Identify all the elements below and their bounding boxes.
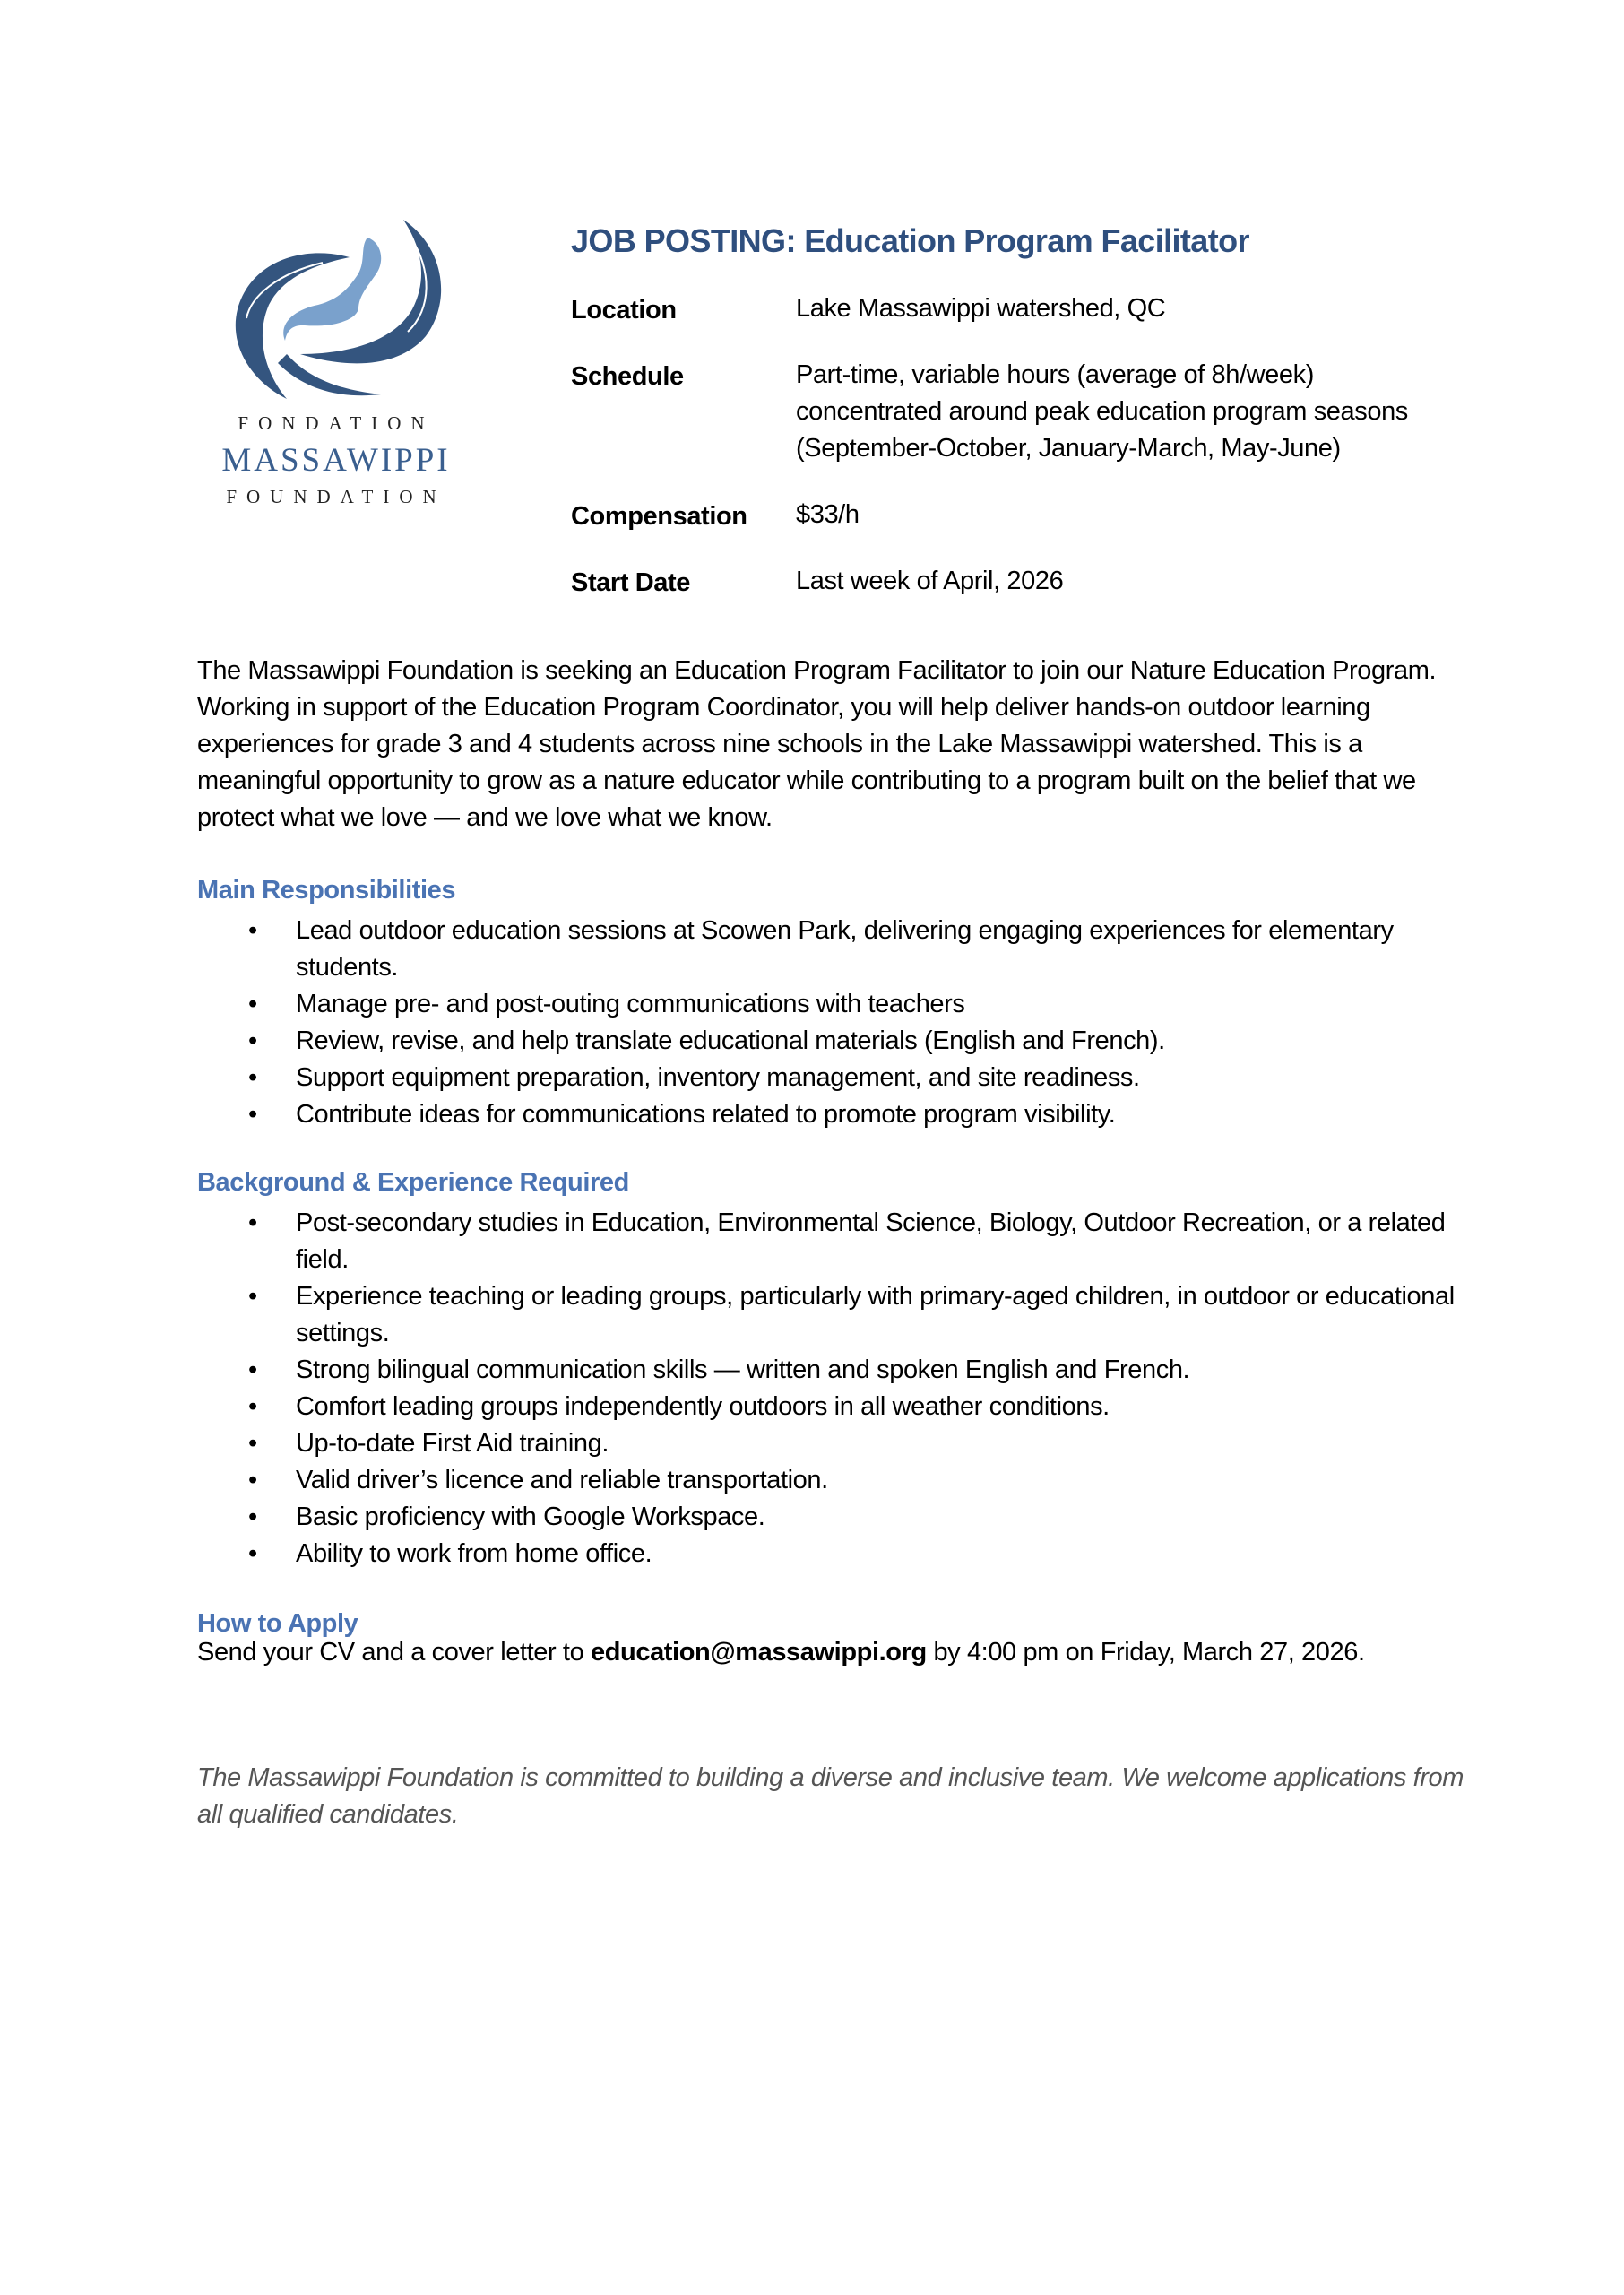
foundation-logo [202, 220, 471, 515]
list-item [197, 1205, 1470, 1278]
list-item [197, 1352, 1470, 1389]
fact-value-line: $33/h [796, 500, 860, 529]
feather-emblem-icon [224, 220, 448, 403]
fact-value-line: Last week of April, 2026 [796, 567, 1064, 595]
list-item [197, 1536, 1470, 1572]
list-item-text: Experience teaching or leading groups, particularly with primary-aged children, in outdoor or educational settings. [296, 1282, 1455, 1347]
apply-paragraph [197, 1634, 1470, 1671]
fact-value [796, 497, 860, 533]
list-item [197, 986, 1470, 1023]
bullet-icon: • [248, 1355, 257, 1384]
bullet-icon: • [248, 1208, 257, 1237]
list-item [197, 1096, 1470, 1133]
bullet-icon: • [248, 1503, 257, 1531]
bullet-icon: • [248, 916, 257, 945]
fact-value [796, 357, 1408, 467]
section-heading-requirements: Background & Experience Required [197, 1168, 629, 1197]
bullet-icon: • [248, 1429, 257, 1458]
bullet-icon: • [248, 1539, 257, 1568]
requirements-list [197, 1205, 1470, 1572]
logo-text-foundation: FOUNDATION [226, 486, 446, 507]
fact-value-line: Part-time, variable hours (average of 8h/week) [796, 360, 1314, 389]
list-item [197, 1425, 1470, 1462]
list-item-text: Comfort leading groups independently outdoors in all weather conditions. [296, 1392, 1110, 1421]
list-item-text: Post-secondary studies in Education, Environmental Science, Biology, Outdoor Recreation, or a related field. [296, 1208, 1446, 1274]
inclusion-note: The Massawippi Foundation is committed to building a diverse and inclusive team. We welcome applications from all qualified candidates. [197, 1763, 1464, 1829]
bullet-icon: • [248, 1466, 257, 1494]
list-item-text: Contribute ideas for communications related to promote program visibility. [296, 1100, 1116, 1129]
section-heading-apply: How to Apply [197, 1609, 358, 1638]
bullet-icon: • [248, 1026, 257, 1055]
fact-value-line: (September-October, January-March, May-June) [796, 434, 1341, 463]
list-item [197, 1023, 1470, 1060]
list-item-text: Review, revise, and help translate educational materials (English and French). [296, 1026, 1165, 1055]
fact-label: Start Date [571, 568, 690, 597]
logo-text-massawippi: MASSAWIPPI [221, 442, 451, 479]
bullet-icon: • [248, 1392, 257, 1421]
fact-value-line: Lake Massawippi watershed, QC [796, 294, 1166, 323]
bullet-icon: • [248, 1282, 257, 1311]
fact-label: Schedule [571, 362, 684, 391]
apply-email-link[interactable]: education@massawippi.org [590, 1638, 927, 1667]
list-item-text: Ability to work from home office. [296, 1539, 652, 1568]
fact-label: Location [571, 296, 677, 325]
fact-value [796, 563, 1063, 600]
section-heading-responsibilities: Main Responsibilities [197, 876, 456, 905]
list-item [197, 1060, 1470, 1096]
list-item [197, 1462, 1470, 1499]
apply-text: by 4:00 pm on Friday, March 27, 2026. [926, 1638, 1365, 1667]
list-item-text: Up-to-date First Aid training. [296, 1429, 609, 1458]
list-item-text: Support equipment preparation, inventory management, and site readiness. [296, 1063, 1140, 1092]
list-item [197, 1389, 1470, 1425]
list-item [197, 1278, 1470, 1352]
list-item [197, 1499, 1470, 1536]
logo-text-fondation: FONDATION [238, 412, 435, 434]
list-item-text: Lead outdoor education sessions at Scowen Park, delivering engaging experiences for elementary students. [296, 916, 1394, 982]
apply-text: Send your CV and a cover letter to [197, 1638, 591, 1667]
list-item-text: Valid driver’s licence and reliable transportation. [296, 1466, 828, 1494]
fact-value [796, 290, 1165, 327]
page-title: JOB POSTING: Education Program Facilitator [571, 222, 1249, 259]
list-item-text: Strong bilingual communication skills — written and spoken English and French. [296, 1355, 1190, 1384]
list-item-text: Basic proficiency with Google Workspace. [296, 1503, 765, 1531]
list-item-text: Manage pre- and post-outing communications with teachers [296, 990, 965, 1018]
responsibilities-list [197, 913, 1470, 1133]
bullet-icon: • [248, 990, 257, 1018]
fact-value-line: concentrated around peak education program seasons [796, 397, 1408, 426]
bullet-icon: • [248, 1063, 257, 1092]
fact-label: Compensation [571, 502, 747, 531]
intro-paragraph: The Massawippi Foundation is seeking an Education Program Facilitator to join our Nature Education Program. Working in support of the Education Program Coordinator, you will help deliver hands-on outdoor learning experiences for grade 3 and 4 students across nine schools in the Lake Massawippi watershed. This is a meaningful opportunity to grow as a nature educator while contributing to a program built on the belief that we protect what we love — and we love what we know. [197, 656, 1437, 832]
bullet-icon: • [248, 1100, 257, 1129]
list-item [197, 913, 1470, 986]
